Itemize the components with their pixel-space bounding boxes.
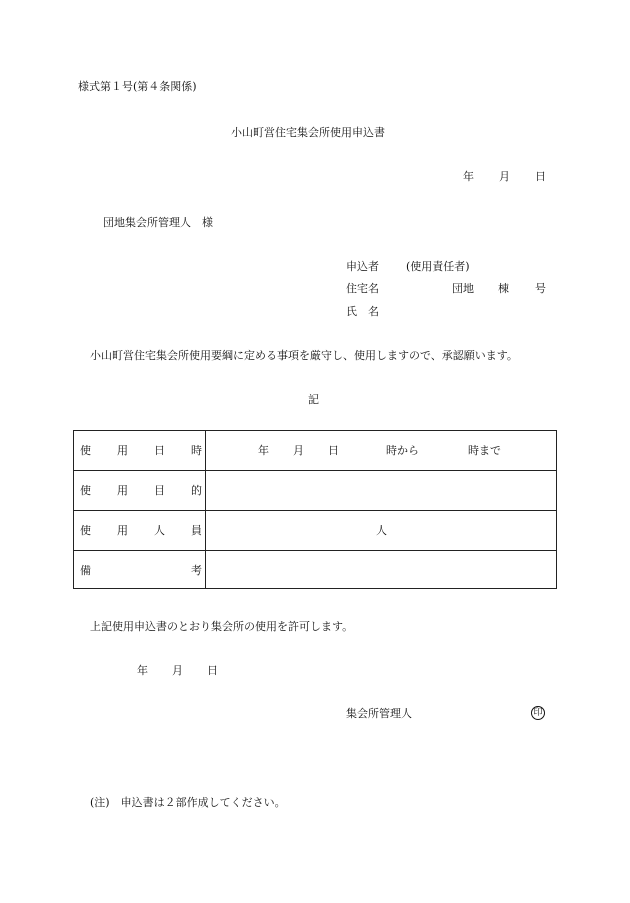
table-row-remarks xyxy=(74,551,556,590)
date-bottom-year: 年 xyxy=(137,664,148,677)
datetime-to: 時まで xyxy=(468,444,501,457)
datetime-day: 日 xyxy=(328,444,339,457)
manager-label: 集会所管理人 xyxy=(346,707,412,720)
row-label-datetime: 使 用 日 時 xyxy=(80,444,202,457)
date-bottom-month: 月 xyxy=(172,664,183,677)
table-row-datetime xyxy=(74,431,556,471)
approval-text: 上記使用申込書のとおり集会所の使用を許可します。 xyxy=(90,620,354,633)
seal-mark-icon: 印 xyxy=(531,706,545,720)
date-top-day: 日 xyxy=(535,170,546,183)
form-number: 様式第１号(第４条関係) xyxy=(78,80,197,93)
note-text: (注) 申込書は２部作成してください。 xyxy=(90,796,286,809)
usage-table xyxy=(73,430,557,589)
name-label: 氏 名 xyxy=(346,305,379,318)
table-row-purpose xyxy=(74,471,556,511)
table-row-people xyxy=(74,511,556,551)
building-label: 棟 xyxy=(498,282,509,295)
datetime-from: 時から xyxy=(386,444,419,457)
row-label-people: 使 用 人 員 xyxy=(80,524,202,537)
row-label-remarks: 備 考 xyxy=(80,564,202,577)
datetime-year: 年 xyxy=(258,444,269,457)
number-label: 号 xyxy=(535,282,546,295)
form-title: 小山町営住宅集会所使用申込書 xyxy=(231,126,385,139)
danchi-label: 団地 xyxy=(452,282,474,295)
residence-label: 住宅名 xyxy=(346,282,379,295)
applicant-label: 申込者 xyxy=(346,260,379,273)
people-unit: 人 xyxy=(376,524,387,537)
date-top-month: 月 xyxy=(499,170,510,183)
date-top-year: 年 xyxy=(463,170,474,183)
ki-heading: 記 xyxy=(308,393,319,406)
datetime-month: 月 xyxy=(293,444,304,457)
addressee: 団地集会所管理人 様 xyxy=(103,216,213,229)
applicant-role: (使用責任者) xyxy=(406,260,470,273)
body-text: 小山町営住宅集会所使用要綱に定める事項を厳守し、使用しますので、承認願います。 xyxy=(90,349,518,362)
row-label-purpose: 使 用 目 的 xyxy=(80,484,202,497)
date-bottom-day: 日 xyxy=(207,664,218,677)
